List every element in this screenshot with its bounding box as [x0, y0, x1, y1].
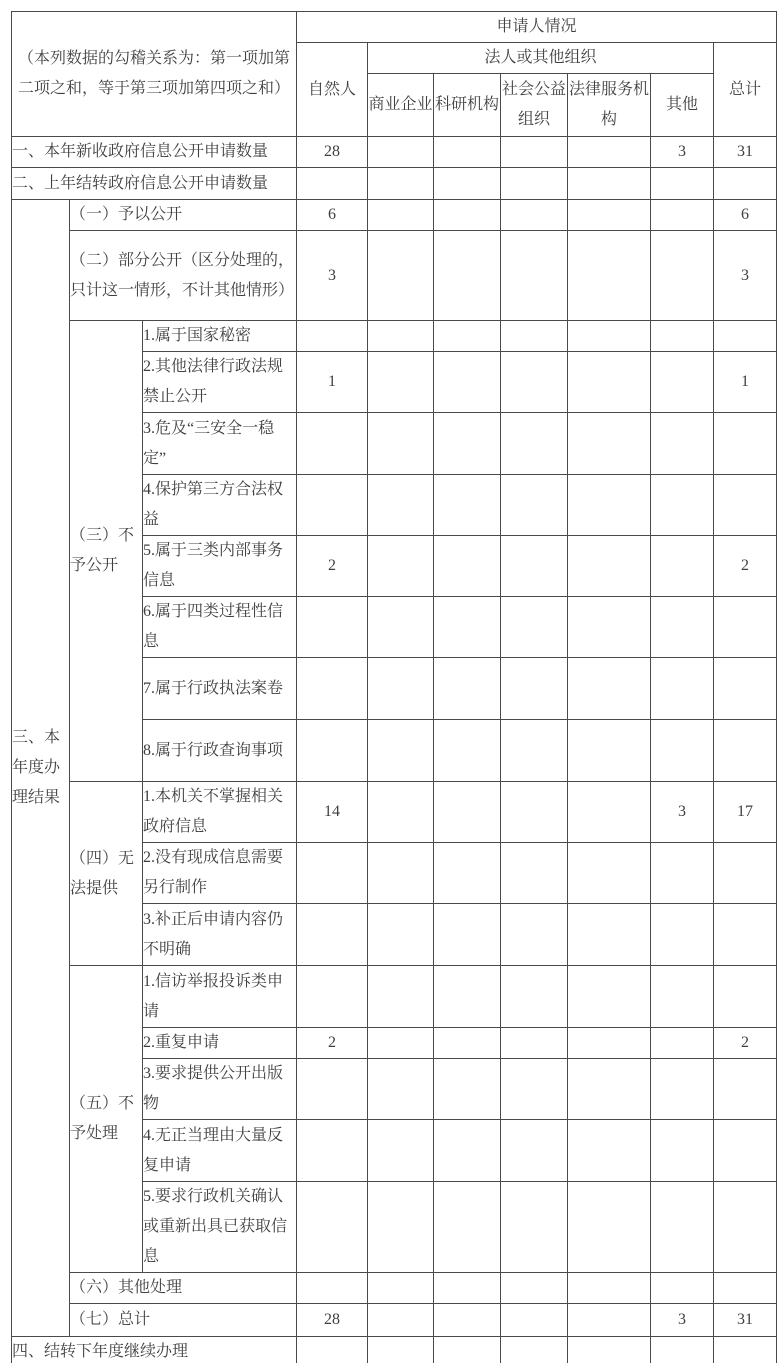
value-cell	[434, 843, 501, 904]
value-cell	[651, 321, 714, 352]
value-cell	[714, 720, 777, 782]
value-cell	[434, 782, 501, 843]
value-cell	[501, 200, 568, 231]
value-cell	[434, 1120, 501, 1182]
disclosure-request-table	[11, 11, 777, 1363]
value-cell: 1	[297, 352, 368, 413]
item-label: 2.其他法律行政法规禁止公开	[143, 352, 297, 413]
value-cell	[434, 1028, 501, 1059]
table-row	[12, 1304, 777, 1337]
value-cell	[651, 168, 714, 200]
item-label: 1.属于国家秘密	[143, 321, 297, 352]
value-cell	[434, 200, 501, 231]
value-cell	[434, 413, 501, 475]
value-cell	[297, 720, 368, 782]
value-cell	[368, 413, 434, 475]
value-cell	[434, 658, 501, 720]
value-cell	[501, 1337, 568, 1363]
value-cell	[714, 1273, 777, 1304]
value-cell	[714, 597, 777, 658]
value-cell	[651, 231, 714, 321]
item-label: 5.要求行政机关确认或重新出具已获取信息	[143, 1182, 297, 1273]
table-row	[12, 782, 777, 843]
row-label-next-year: 四、结转下年度继续办理	[12, 1337, 297, 1363]
value-cell	[568, 1028, 651, 1059]
value-cell	[368, 658, 434, 720]
value-cell	[568, 536, 651, 597]
value-cell: 31	[714, 1304, 777, 1337]
value-cell: 3	[297, 231, 368, 321]
value-cell	[568, 843, 651, 904]
value-cell	[434, 1273, 501, 1304]
value-cell	[501, 904, 568, 966]
value-cell	[501, 782, 568, 843]
value-cell: 3	[651, 137, 714, 168]
value-cell	[297, 1182, 368, 1273]
value-cell	[501, 168, 568, 200]
value-cell	[714, 1059, 777, 1120]
checksum-note: （本列数据的勾稽关系为：第一项加第二项之和，等于第三项加第四项之和）	[12, 12, 297, 137]
value-cell	[368, 782, 434, 843]
col-header-legal-or-other-org: 法人或其他组织	[368, 43, 714, 74]
value-cell	[714, 168, 777, 200]
value-cell	[501, 352, 568, 413]
value-cell	[651, 904, 714, 966]
value-cell	[568, 904, 651, 966]
value-cell	[714, 1120, 777, 1182]
col-header-research-institution: 科研机构	[434, 74, 501, 137]
section-label-results: 三、本年度办理结果	[12, 200, 70, 1337]
col-header-commercial-enterprise: 商业企业	[368, 74, 434, 137]
value-cell	[368, 843, 434, 904]
value-cell	[568, 475, 651, 536]
header-applicant-status: 申请人情况	[297, 12, 777, 43]
col-header-public-welfare-org: 社会公益组织	[501, 74, 568, 137]
value-cell	[297, 904, 368, 966]
value-cell	[368, 536, 434, 597]
table-row	[12, 137, 777, 168]
value-cell	[434, 597, 501, 658]
value-cell	[501, 1182, 568, 1273]
value-cell	[651, 1337, 714, 1363]
value-cell	[568, 782, 651, 843]
value-cell	[434, 1182, 501, 1273]
item-label: 6.属于四类过程性信息	[143, 597, 297, 658]
value-cell	[434, 536, 501, 597]
item-label: 3.危及“三安全一稳定”	[143, 413, 297, 475]
item-label: 5.属于三类内部事务信息	[143, 536, 297, 597]
group-label-other-handling: （六）其他处理	[70, 1273, 297, 1304]
value-cell	[651, 352, 714, 413]
value-cell	[714, 1182, 777, 1273]
value-cell	[501, 720, 568, 782]
value-cell	[714, 321, 777, 352]
value-cell	[297, 413, 368, 475]
table-row	[12, 1337, 777, 1363]
value-cell	[368, 352, 434, 413]
item-label: 4.保护第三方合法权益	[143, 475, 297, 536]
value-cell	[297, 658, 368, 720]
value-cell	[434, 352, 501, 413]
value-cell	[297, 1059, 368, 1120]
table-row	[12, 200, 777, 231]
value-cell	[434, 168, 501, 200]
value-cell	[714, 475, 777, 536]
group-label-not-processed: （五）不予处理	[70, 966, 143, 1273]
value-cell	[568, 966, 651, 1028]
value-cell	[297, 966, 368, 1028]
value-cell	[434, 904, 501, 966]
value-cell	[297, 597, 368, 658]
value-cell	[297, 168, 368, 200]
value-cell	[368, 1273, 434, 1304]
value-cell: 1	[714, 352, 777, 413]
group-label-unable: （四）无法提供	[70, 782, 143, 966]
value-cell	[501, 321, 568, 352]
col-header-total: 总计	[714, 43, 777, 137]
row-label-carried-over: 二、上年结转政府信息公开申请数量	[12, 168, 297, 200]
value-cell	[501, 1120, 568, 1182]
value-cell	[568, 658, 651, 720]
item-label: 1.信访举报投诉类申请	[143, 966, 297, 1028]
group-label-subtotal: （七）总计	[70, 1304, 297, 1337]
item-label: 1.本机关不掌握相关政府信息	[143, 782, 297, 843]
value-cell: 28	[297, 137, 368, 168]
value-cell	[368, 720, 434, 782]
value-cell	[714, 413, 777, 475]
value-cell	[568, 597, 651, 658]
value-cell	[568, 321, 651, 352]
value-cell	[368, 321, 434, 352]
value-cell	[501, 475, 568, 536]
value-cell	[714, 843, 777, 904]
value-cell	[297, 843, 368, 904]
value-cell	[568, 231, 651, 321]
value-cell	[368, 1028, 434, 1059]
value-cell: 31	[714, 137, 777, 168]
value-cell	[651, 200, 714, 231]
item-label: 3.补正后申请内容仍不明确	[143, 904, 297, 966]
value-cell: 6	[714, 200, 777, 231]
value-cell	[368, 966, 434, 1028]
value-cell	[501, 658, 568, 720]
value-cell	[501, 1304, 568, 1337]
value-cell	[501, 597, 568, 658]
value-cell	[434, 1059, 501, 1120]
value-cell: 3	[651, 782, 714, 843]
value-cell	[368, 168, 434, 200]
value-cell	[368, 137, 434, 168]
value-cell	[651, 597, 714, 658]
value-cell	[568, 200, 651, 231]
value-cell	[651, 1059, 714, 1120]
row-label-new-requests: 一、本年新收政府信息公开申请数量	[12, 137, 297, 168]
value-cell	[501, 231, 568, 321]
value-cell	[434, 720, 501, 782]
value-cell	[368, 1059, 434, 1120]
value-cell	[568, 1273, 651, 1304]
item-label: 7.属于行政执法案卷	[143, 658, 297, 720]
value-cell	[714, 1337, 777, 1363]
value-cell	[297, 1273, 368, 1304]
value-cell	[434, 1337, 501, 1363]
value-cell	[568, 720, 651, 782]
value-cell	[714, 904, 777, 966]
value-cell: 2	[297, 536, 368, 597]
value-cell	[651, 658, 714, 720]
col-header-natural-person: 自然人	[297, 43, 368, 137]
value-cell	[501, 1059, 568, 1120]
value-cell	[651, 475, 714, 536]
value-cell	[297, 321, 368, 352]
group-label-granted: （一）予以公开	[70, 200, 297, 231]
value-cell	[434, 1304, 501, 1337]
col-header-other: 其他	[651, 74, 714, 137]
value-cell	[714, 658, 777, 720]
value-cell	[568, 1304, 651, 1337]
value-cell	[368, 1182, 434, 1273]
table-row	[12, 231, 777, 321]
table-row	[12, 1273, 777, 1304]
value-cell	[568, 413, 651, 475]
value-cell	[568, 1120, 651, 1182]
value-cell	[368, 1337, 434, 1363]
value-cell: 3	[651, 1304, 714, 1337]
value-cell	[368, 1120, 434, 1182]
value-cell	[651, 1182, 714, 1273]
value-cell: 3	[714, 231, 777, 321]
value-cell	[368, 1304, 434, 1337]
value-cell	[434, 137, 501, 168]
value-cell: 14	[297, 782, 368, 843]
value-cell	[501, 1273, 568, 1304]
value-cell	[434, 475, 501, 536]
value-cell	[568, 352, 651, 413]
value-cell	[501, 137, 568, 168]
item-label: 2.重复申请	[143, 1028, 297, 1059]
item-label: 4.无正当理由大量反复申请	[143, 1120, 297, 1182]
value-cell	[368, 904, 434, 966]
value-cell	[501, 1028, 568, 1059]
value-cell	[651, 1273, 714, 1304]
value-cell: 28	[297, 1304, 368, 1337]
table-row	[12, 321, 777, 352]
value-cell	[501, 843, 568, 904]
value-cell: 2	[297, 1028, 368, 1059]
col-header-legal-service-org: 法律服务机构	[568, 74, 651, 137]
item-label: 2.没有现成信息需要另行制作	[143, 843, 297, 904]
value-cell	[568, 1337, 651, 1363]
value-cell: 6	[297, 200, 368, 231]
value-cell	[297, 475, 368, 536]
value-cell	[368, 597, 434, 658]
table-row	[12, 12, 777, 43]
value-cell	[434, 231, 501, 321]
value-cell	[651, 720, 714, 782]
value-cell	[651, 1120, 714, 1182]
value-cell	[651, 1028, 714, 1059]
value-cell	[568, 168, 651, 200]
value-cell	[297, 1120, 368, 1182]
value-cell	[651, 413, 714, 475]
group-label-refused: （三）不予公开	[70, 321, 143, 782]
item-label: 8.属于行政查询事项	[143, 720, 297, 782]
value-cell	[714, 966, 777, 1028]
value-cell: 2	[714, 536, 777, 597]
table-row	[12, 168, 777, 200]
value-cell	[651, 536, 714, 597]
value-cell	[368, 475, 434, 536]
value-cell	[368, 200, 434, 231]
value-cell	[434, 966, 501, 1028]
value-cell	[568, 137, 651, 168]
table-row	[12, 966, 777, 1028]
item-label: 3.要求提供公开出版物	[143, 1059, 297, 1120]
value-cell	[651, 843, 714, 904]
value-cell	[568, 1059, 651, 1120]
value-cell	[368, 231, 434, 321]
value-cell	[501, 536, 568, 597]
value-cell: 2	[714, 1028, 777, 1059]
value-cell	[297, 1337, 368, 1363]
value-cell	[568, 1182, 651, 1273]
value-cell	[501, 966, 568, 1028]
group-label-partial: （二）部分公开（区分处理的，只计这一情形，不计其他情形）	[70, 231, 297, 321]
value-cell	[434, 321, 501, 352]
value-cell	[501, 413, 568, 475]
value-cell	[651, 966, 714, 1028]
value-cell: 17	[714, 782, 777, 843]
